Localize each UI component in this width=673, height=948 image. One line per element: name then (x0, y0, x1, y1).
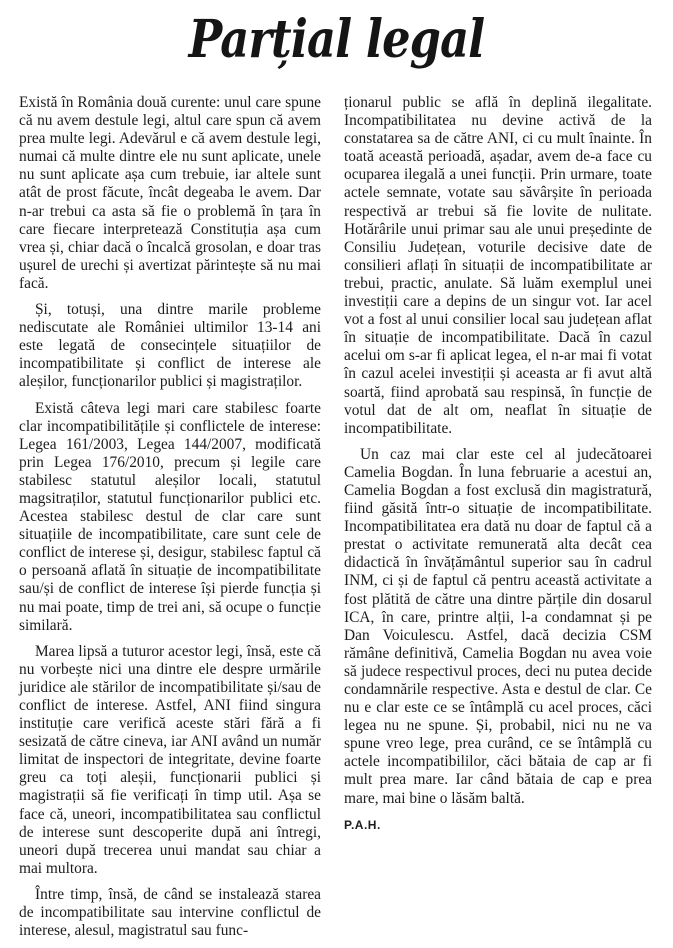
paragraph: Un caz mai clar este cel al judecătoarei Camelia Bogdan. În luna februarie a acestui an, Camelia Bogdan a fost exclusă din magistratură, fiind găsită într-o situație de incompatibilitate. Incompatibilitatea era dată nu doar de faptul că a prestat o activitate remunerată alta decât cea didactică în învățământul superior sau în cadrul INM, ci și de faptul că pentru această activitate a fost plătită de către una dintre părțile din dosarul ICA, în care, printre alții, l-a condamnat și pe Dan Voiculescu. Astfel, dacă decizia CSM rămâne definitivă, Camelia Bogdan nu avea voie să judece respectivul proces, deci nu putea decide condamnările respective. Asta e destul de clar. Ce nu e clar este ce se întâmplă cu acel proces, căci legea nu ne spune. Și, probabil, nici nu ne va spune vreo lege, prea curând, ce se întâmplă cu actele incompatibililor, căci bătaia de cap ar fi mult prea mare. Iar când bătaia de cap e prea mare, mai bine o lăsăm baltă. (344, 445, 652, 807)
article-column-right (344, 94, 652, 842)
paragraph: Și, totuși, una dintre marile probleme nediscutate ale României ultimilor 13-14 ani este legată de consecințele situațiilor de incompatibilitate și conflict de interese ale aleșilor, funcționarilor publici și magistraților. (19, 301, 321, 391)
paragraph: Între timp, însă, de când se instalează starea de incompatibilitate sau intervine conflictul de interese, alesul, magistratul sau func- (19, 885, 321, 940)
paragraph: ționarul public se află în deplină ilegalitate. Incompatibilitatea nu devine activă de la constatarea sa de către ANI, ci cu mult înainte. În toată această perioadă, așadar, avem de-a face cu ocuparea ilegală a unei funcții. Prin urmare, toate actele semnate, votate sau săvârșite în perioada respectivă ar trebui să fie lovite de nulitate. Hotărârile unui primar sau ale unui președinte de Consiliu Județean, voturile decisive date de consilieri aflați în situații de incompatibilitate ar trebui, practic, anulate. Să luăm exemplul unei investiții care a depins de un singur vot. Iar acel vot a fost al unui consilier local sau județean aflat în situație de incompatibilitate. Dacă în cazul acelui om s-ar fi aplicat legea, el n-ar mai fi votat în cazul acelei investiții și aceasta ar fi avut altă soartă, fiind aprobată sau respinsă, în funcție de votul dat de alt om, neaflat în situație de incompatibilitate. (344, 94, 652, 437)
paragraph: Există câteva legi mari care stabilesc foarte clar incompatibilitățile și conflictele de interese: Legea 161/2003, Legea 144/2007, modificată prin Legea 176/2010, precum și legile care stabilesc statutul aleșilor locali, statutul magsitraților, statutul funcționarilor publici etc. Acestea stabilesc destul de clar care sunt situațiile de incompatibilitate, care sunt cele de conflict de interese și, desigur, stabilesc faptul că o persoană aflată în situație de incompatibilitate sau/și de conflict de interese își pierde funcția și nu mai poate, timp de trei ani, să ocupe o funcție similară. (19, 399, 321, 634)
paragraph: Marea lipsă a tuturor acestor legi, însă, este că nu vorbește nici una dintre ele despre urmările juridice ale stărilor de incompatibilitate și/sau de conflict de interese. Astfel, ANI fiind singura instituție care verifică aceste stări fără a fi sesizată de către cineva, iar ANI având un număr limitat de inspectori de integritate, devine foarte greu ca toți aleșii, funcționarii publici și magistrații să fie verificați în timp util. Așa se face că, uneori, incompatibilitatea sau conflictul de interese sunt descoperite după ani întregi, uneori după trecerea unui mandat sau chiar a mai multora. (19, 642, 321, 877)
author-signature: P.A.H. (344, 817, 381, 832)
article-column-left (19, 94, 321, 948)
paragraph: Există în România două curente: unul care spune că nu avem destule legi, altul care spun că avem prea multe legi. Adevărul e că avem destule legi, numai că multe dintre ele nu sunt aplicate, unele nu sunt aplicate așa cum trebuie, iar altele sunt atât de prost făcute, încât degeaba le avem. Dar n-ar trebui ca asta să fie o problemă în țara în care fiecare interpretează Constituția așa cum vrea și, chiar dacă o încalcă grosolan, e doar tras ușurel de urechi și avertizat părintește să nu mai facă. (19, 94, 321, 292)
article-title: Parțial legal (188, 9, 485, 70)
